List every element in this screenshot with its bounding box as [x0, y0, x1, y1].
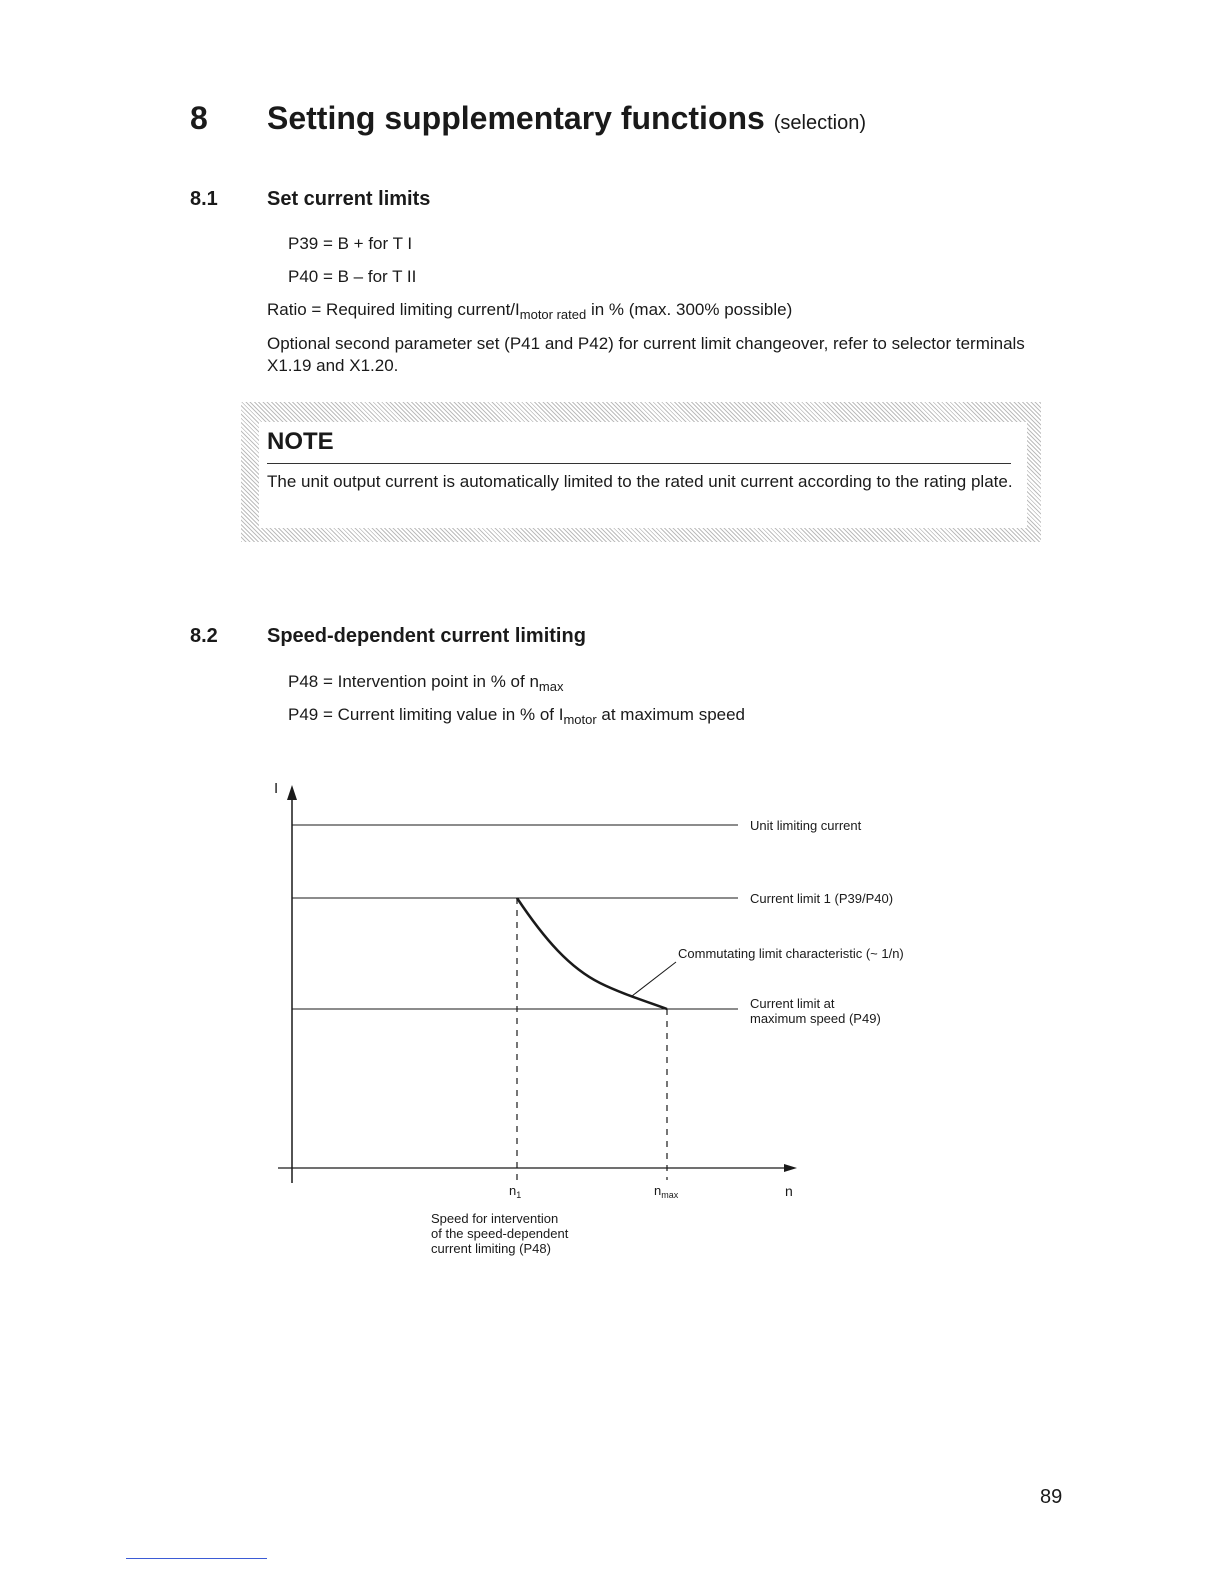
chapter-title-text: Setting supplementary functions — [267, 100, 765, 136]
tick-n1-sub: 1 — [516, 1190, 522, 1200]
tick-nmax — [654, 1183, 679, 1200]
section-8-2-number: 8.2 — [190, 625, 218, 647]
label-current-limit-1: Current limit 1 (P39/P40) — [750, 891, 894, 906]
optional-parameter-text: Optional second parameter set (P41 and P42) for current limit changeover, refer to selector terminals X1.19 and X1.20. — [267, 334, 1025, 375]
chapter-number: 8 — [190, 100, 208, 136]
tick-n1-label: n — [509, 1183, 517, 1198]
label-limit-max-speed-1: Current limit at — [750, 996, 835, 1011]
ratio-suffix: in % (max. 300% possible) — [586, 300, 793, 319]
x-axis-label: n — [785, 1183, 793, 1199]
tick-nmax-label: n — [654, 1183, 662, 1198]
intervention-caption-3: current limiting (P48) — [431, 1241, 551, 1256]
commutating-limit-curve — [517, 898, 667, 1009]
param-p40: P40 = B – for T II — [288, 267, 417, 286]
tick-nmax-sub: max — [661, 1190, 679, 1200]
page-number: 89 — [1040, 1486, 1063, 1508]
commutating-leader-line — [632, 962, 676, 996]
note-title: NOTE — [267, 428, 334, 455]
tick-n1 — [509, 1183, 521, 1200]
p49-text: P49 = Current limiting value in % of I — [288, 705, 564, 724]
label-unit-limiting-current: Unit limiting current — [750, 818, 862, 833]
section-8-2-title: Speed-dependent current limiting — [267, 625, 586, 647]
p49-subscript: motor — [563, 712, 597, 727]
label-commutating: Commutating limit characteristic (~ 1/n) — [678, 946, 904, 961]
section-8-1-title: Set current limits — [267, 188, 431, 210]
p49-suffix: at maximum speed — [596, 705, 746, 724]
intervention-caption-2: of the speed-dependent — [431, 1226, 569, 1241]
label-limit-max-speed-2: maximum speed (P49) — [750, 1011, 881, 1026]
y-axis-label: I — [274, 780, 279, 797]
p48-text: P48 = Intervention point in % of n — [288, 672, 539, 691]
y-axis-arrow-icon — [287, 785, 297, 800]
p48-subscript: max — [538, 679, 564, 694]
ratio-text: Ratio = Required limiting current/I — [267, 300, 520, 319]
param-p39: P39 = B + for T I — [288, 234, 413, 253]
section-8-1-number: 8.1 — [190, 188, 218, 210]
x-axis-arrow-icon — [784, 1164, 797, 1172]
footer-rule — [126, 1558, 267, 1559]
chapter-title-suffix: (selection) — [773, 112, 866, 134]
intervention-caption-1: Speed for intervention — [431, 1211, 559, 1226]
ratio-subscript: motor rated — [519, 307, 587, 322]
note-text: The unit output current is automatically limited to the rated unit current according to the rating plate. — [267, 472, 1013, 491]
